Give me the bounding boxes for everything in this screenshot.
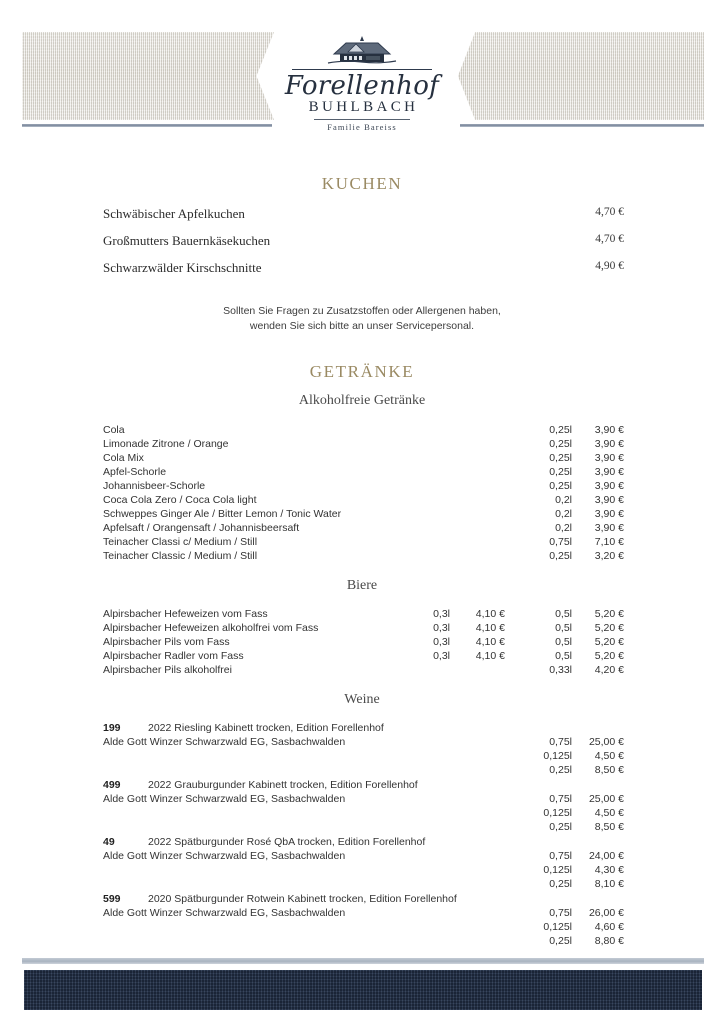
wine-volume: 0,125l [543,807,572,819]
kuchen-name: Schwäbischer Apfelkuchen [103,206,245,221]
beer-price-small: 4,10 € [475,636,505,648]
drink-name: Schweppes Ginger Ale / Bitter Lemon / Tonic Water [103,508,342,520]
wine-price-row [103,907,624,921]
beer-volume-large: 0,5l [555,636,572,648]
wine-description: 2022 Grauburgunder Kabinett trocken, Edition Forellenhof [148,779,418,791]
beer-name: Alpirsbacher Hefeweizen alkoholfrei vom Fass [103,622,319,634]
drink-price: 7,10 € [594,536,624,548]
wine-producer: Alde Gott Winzer Schwarzwald EG, Sasbachwalden [103,736,346,748]
drink-volume: 0,2l [555,494,572,506]
drink-price: 3,90 € [594,452,624,464]
kuchen-name: Großmutters Bauernkäsekuchen [103,233,271,248]
beer-volume-small: 0,3l [433,608,450,620]
kuchen-price: 4,70 € [595,233,624,245]
wine-price: 4,60 € [594,921,624,933]
wine-price-row [103,821,624,835]
wine-number: 499 [103,779,121,791]
drink-volume: 0,25l [549,452,572,464]
kuchen-row [103,260,624,276]
wine-number: 49 [103,836,115,848]
wine-description: 2020 Spätburgunder Rotwein Kabinett trocken, Edition Forellenhof [148,893,457,905]
beer-price-small: 4,10 € [475,608,505,620]
brand-logo [262,34,462,132]
wine-volume: 0,25l [549,935,572,947]
wine-price-row [103,807,624,821]
wine-volume: 0,125l [543,864,572,876]
beer-price-large: 5,20 € [594,608,624,620]
kuchen-row [103,233,624,249]
subsection-title-alkoholfrei: Alkoholfreie Getränke [298,393,426,408]
wine-price: 8,80 € [594,935,624,947]
farmhouse-icon [314,34,410,68]
beer-volume-large: 0,5l [555,608,572,620]
allergen-note [0,304,724,334]
wine-price: 8,50 € [594,821,624,833]
beer-name: Alpirsbacher Pils vom Fass [103,636,230,648]
drink-name: Coca Cola Zero / Coca Cola light [103,494,257,506]
wine-price-row [103,793,624,807]
wine-volume: 0,25l [549,764,572,776]
wine-price: 26,00 € [588,907,624,919]
drink-price: 3,90 € [594,508,624,520]
drink-price: 3,90 € [594,480,624,492]
beer-row [103,650,624,664]
drink-price: 3,90 € [594,494,624,506]
wine-price-row [103,921,624,935]
brand-town: BUHLBACH [308,99,419,115]
drink-name: Cola [103,424,125,436]
beer-row [103,664,624,678]
allergen-note-line1: Sollten Sie Fragen zu Zusatzstoffen oder Allergenen haben, [223,305,501,317]
beer-name: Alpirsbacher Pils alkoholfrei [103,664,232,676]
beer-price-large: 5,20 € [594,622,624,634]
drink-row [103,466,624,480]
drink-volume: 0,25l [549,424,572,436]
section-title-kuchen: KUCHEN [321,174,403,193]
wine-volume: 0,75l [549,907,572,919]
subsection-title-biere: Biere [346,578,378,593]
drink-name: Apfelsaft / Orangensaft / Johannisbeersaft [103,522,300,534]
beer-volume-small: 0,3l [433,636,450,648]
beer-volume-large: 0,5l [555,622,572,634]
drink-row [103,480,624,494]
wine-price: 4,50 € [594,750,624,762]
drink-row [103,424,624,438]
drink-price: 3,90 € [594,424,624,436]
wine-price-row [103,864,624,878]
brand-script-name: Forellenhof [284,71,440,101]
drink-volume: 0,2l [555,522,572,534]
drink-name: Teinacher Classic / Medium / Still [103,550,258,562]
beer-price-small: 4,10 € [475,622,505,634]
wine-price-row [103,850,624,864]
wine-volume: 0,25l [549,878,572,890]
beer-price-large: 4,20 € [594,664,624,676]
subsection-title-weine: Weine [344,692,380,707]
header-ribbon-right [458,32,704,120]
wine-producer: Alde Gott Winzer Schwarzwald EG, Sasbachwalden [103,850,346,862]
allergen-note-line2: wenden Sie sich bitte an unser Servicepersonal. [249,320,475,332]
wine-volume: 0,125l [543,921,572,933]
beer-name: Alpirsbacher Hefeweizen vom Fass [103,608,268,620]
wine-price: 4,50 € [594,807,624,819]
drink-name: Johannisbeer-Schorle [103,480,206,492]
kuchen-price: 4,90 € [595,260,624,272]
section-title-getraenke: GETRÄNKE [309,362,415,381]
drink-row [103,522,624,536]
beer-volume-large: 0,5l [555,650,572,662]
footer-bar [24,970,702,1010]
drink-row [103,452,624,466]
beer-price-small: 4,10 € [475,650,505,662]
drink-volume: 0,75l [549,536,572,548]
header-ribbon-left [22,32,274,120]
drink-price: 3,90 € [594,438,624,450]
drink-volume: 0,2l [555,508,572,520]
wine-price: 8,10 € [594,878,624,890]
wine-price: 8,50 € [594,764,624,776]
wine-price-row [103,878,624,892]
header-rule-right [460,124,704,127]
drink-row [103,494,624,508]
beer-row [103,622,624,636]
kuchen-row [103,206,624,222]
wine-producer: Alde Gott Winzer Schwarzwald EG, Sasbachwalden [103,793,346,805]
drink-name: Teinacher Classi c/ Medium / Still [103,536,258,548]
drink-volume: 0,25l [549,550,572,562]
wine-price: 25,00 € [588,736,624,748]
wine-description: 2022 Riesling Kabinett trocken, Edition Forellenhof [148,722,384,734]
beer-name: Alpirsbacher Radler vom Fass [103,650,244,662]
drink-price: 3,90 € [594,466,624,478]
wine-volume: 0,75l [549,850,572,862]
beer-price-large: 5,20 € [594,636,624,648]
wine-number: 599 [103,893,121,905]
kuchen-price: 4,70 € [595,206,624,218]
drink-price: 3,20 € [594,550,624,562]
drink-row [103,536,624,550]
wine-volume: 0,25l [549,821,572,833]
wine-price: 4,30 € [594,864,624,876]
wine-price-row [103,750,624,764]
kuchen-name: Schwarzwälder Kirschschnitte [103,260,262,275]
drink-volume: 0,25l [549,466,572,478]
beer-row [103,636,624,650]
wine-price: 25,00 € [588,793,624,805]
footer-rule [22,958,704,964]
wine-price-row [103,935,624,949]
drink-name: Limonade Zitrone / Orange [103,438,229,450]
logo-divider-bottom [314,119,410,120]
beer-volume-small: 0,3l [433,622,450,634]
drink-price: 3,90 € [594,522,624,534]
wine-number: 199 [103,722,121,734]
drink-row [103,550,624,564]
beer-volume-large: 0,33l [549,664,572,676]
drink-row [103,438,624,452]
logo-divider-top [292,69,432,70]
wine-price: 24,00 € [588,850,624,862]
header-rule-left [22,124,272,127]
wine-description: 2022 Spätburgunder Rosé QbA trocken, Edition Forellenhof [148,836,426,848]
wine-producer: Alde Gott Winzer Schwarzwald EG, Sasbachwalden [103,907,346,919]
drink-name: Cola Mix [103,452,144,464]
drink-name: Apfel-Schorle [103,466,167,478]
beer-price-large: 5,20 € [594,650,624,662]
wine-volume: 0,75l [549,736,572,748]
drink-volume: 0,25l [549,438,572,450]
wine-volume: 0,125l [543,750,572,762]
page-header [0,0,724,145]
beer-row [103,608,624,622]
brand-family: Familie Bareiss [327,122,397,132]
beer-volume-small: 0,3l [433,650,450,662]
wine-price-row [103,736,624,750]
wine-price-row [103,764,624,778]
wine-volume: 0,75l [549,793,572,805]
drink-volume: 0,25l [549,480,572,492]
drink-row [103,508,624,522]
